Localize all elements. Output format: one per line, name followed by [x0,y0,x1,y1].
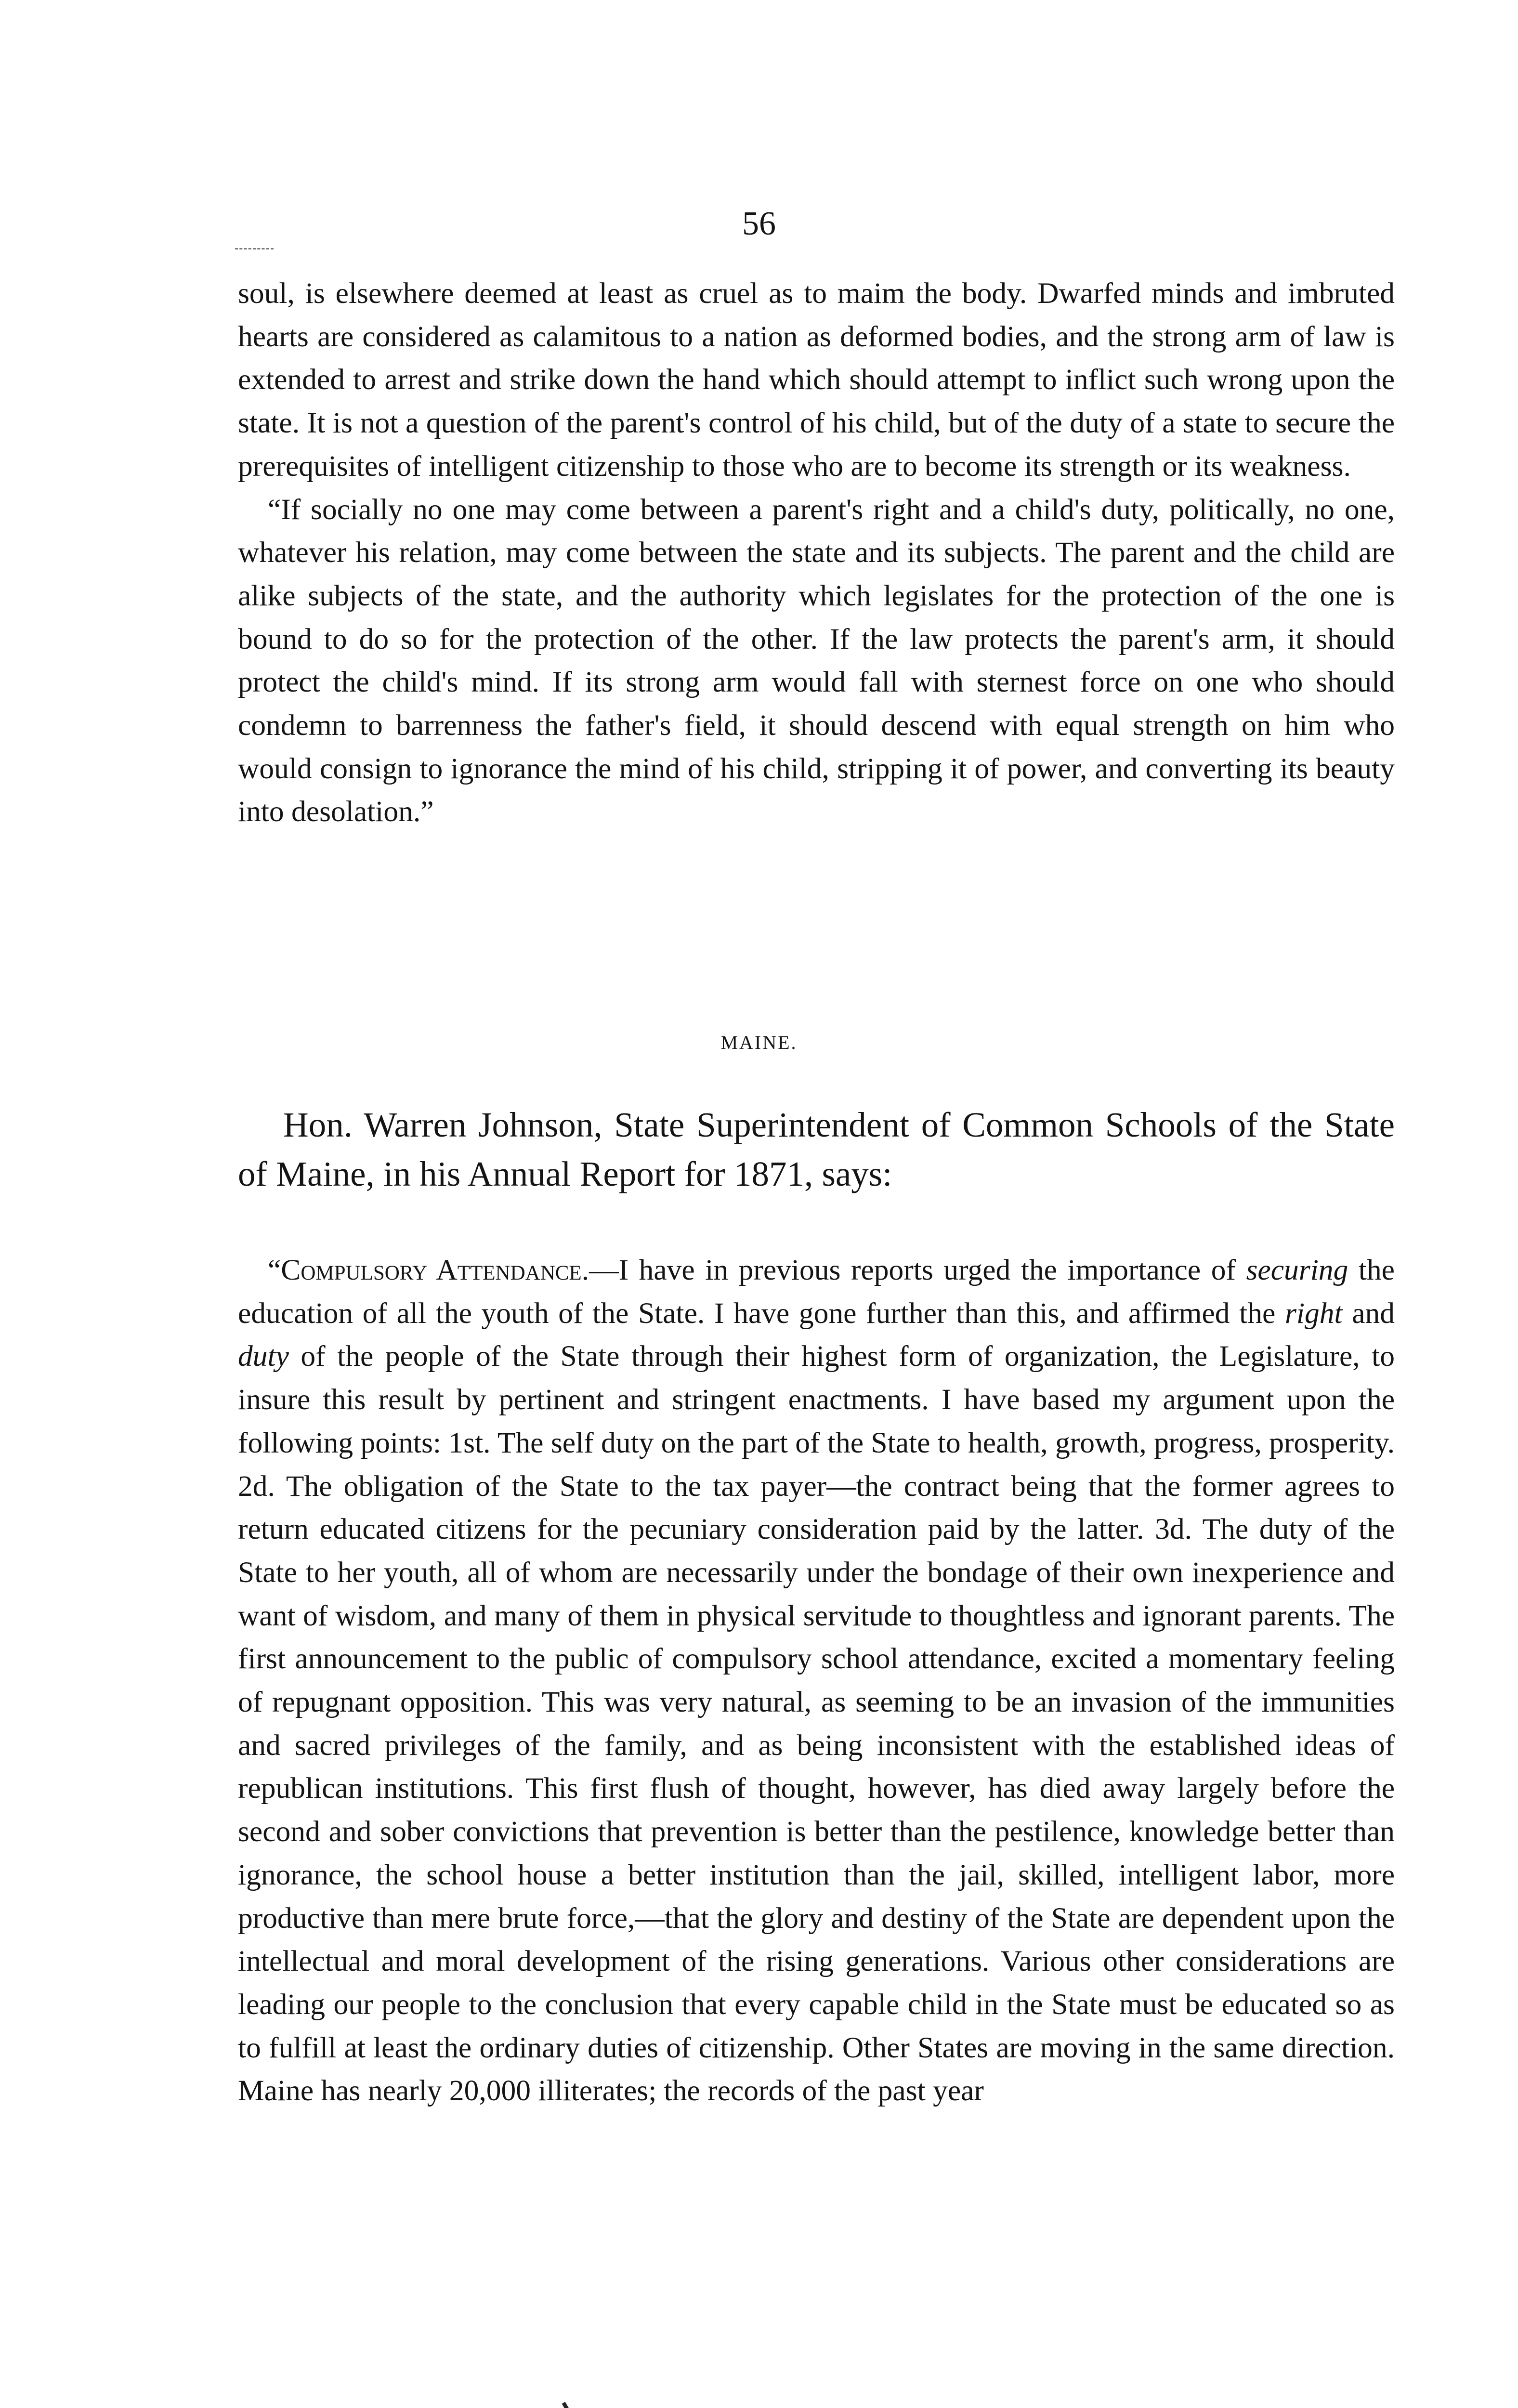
continued-paragraph: soul, is elsewhere deemed at least as cruel as to maim the body. Dwarfed minds and imbruted hearts are considered as calamitous to a nation as deformed bodies, and the strong arm of law is extended to arrest and strike down the hand which should attempt to inflict such wrong upon the state. It is not a question of the parent's control of his child, but of the duty of a state to secure the prerequisites of intelligent citizenship to those who are to become its strength or its weakness. [238,277,1395,483]
page-number: 56 [742,205,776,242]
report-text-part-4: of the people of the State through their highest form of organization, the Legislature, to insure this result by pertinent and stringent enactments. I have based my argument upon the following points: 1st. The self duty on the part of the State to health, growth, progress, prosperity. 2d. The obligation of the State to the tax payer—the contract being that the former agrees to return educated citizens for the pecuniary consideration paid by the latter. 3d. The duty of the State to her youth, all of whom are necessarily under the bondage of their own inexperience and want of wisdom, and many of them in physical servitude to thoughtless and ignorant parents. The first announcement to the public of compulsory school attendance, excited a momentary feeling of repugnant opposition. This was very natural, as seeming to be an invasion of the immunities and sacred privileges of the family, and as being inconsistent with the established ideas of republican institutions. This first flush of thought, however, has died away largely before the second and sober convictions that prevention is better than the pestilence, knowledge better than ignorance, the school house a better institution than the jail, skilled, intelligent labor, more productive than mere brute force,—that the glory and destiny of the State are dependent upon the intellectual and moral development of the rising generations. Various other considerations are leading our people to the conclusion that every capable child in the State must be educated so as to fulfill at least the ordinary duties of citizenship. Other States are moving in the same direction. Maine has nearly 20,000 illiterates; the records of the past year [238,1340,1395,2107]
report-paragraph [238,1249,1395,2113]
topic-label: Compulsory Attendance. [281,1254,589,1286]
report-text-part-1: —I have in previous reports urged the importance of [589,1254,1246,1286]
intro-block [238,1100,1395,1199]
emphasis-right: right [1284,1296,1343,1330]
top-text-block [238,272,1395,834]
emphasis-duty: duty [238,1340,289,1373]
section-heading: MAINE. [720,1032,798,1053]
report-text-part-3: and [1342,1296,1395,1330]
ink-speck [562,2402,569,2408]
emphasis-securing: securing [1246,1254,1348,1286]
quoted-paragraph: “If socially no one may come between a parent's right and a child's duty, politically, no one, whatever his relation, may come between the state and its subjects. The parent and the child are alike subjects of the state, and the authority which legislates for the protection of the one is bound to do so for the protection of the other. If the law protects the parent's arm, it should protect the child's mind. If its strong arm would fall with sternest force on one who should condemn to barrenness the father's field, it should descend with equal strength on him who would consign to ignorance the mind of his child, stripping it of power, and converting its beauty into desolation.” [238,493,1395,828]
open-quote: “ [268,1254,281,1286]
header-dash-mark [235,248,274,249]
intro-paragraph: Hon. Warren Johnson, State Superintendent of Common Schools of the State of Maine, in his Annual Report for 1871, says: [238,1105,1395,1193]
report-text-part-2: the education of all the youth of the State. I have gone further than this, and affirmed the [238,1254,1395,1330]
report-text-block [238,1249,1395,2113]
